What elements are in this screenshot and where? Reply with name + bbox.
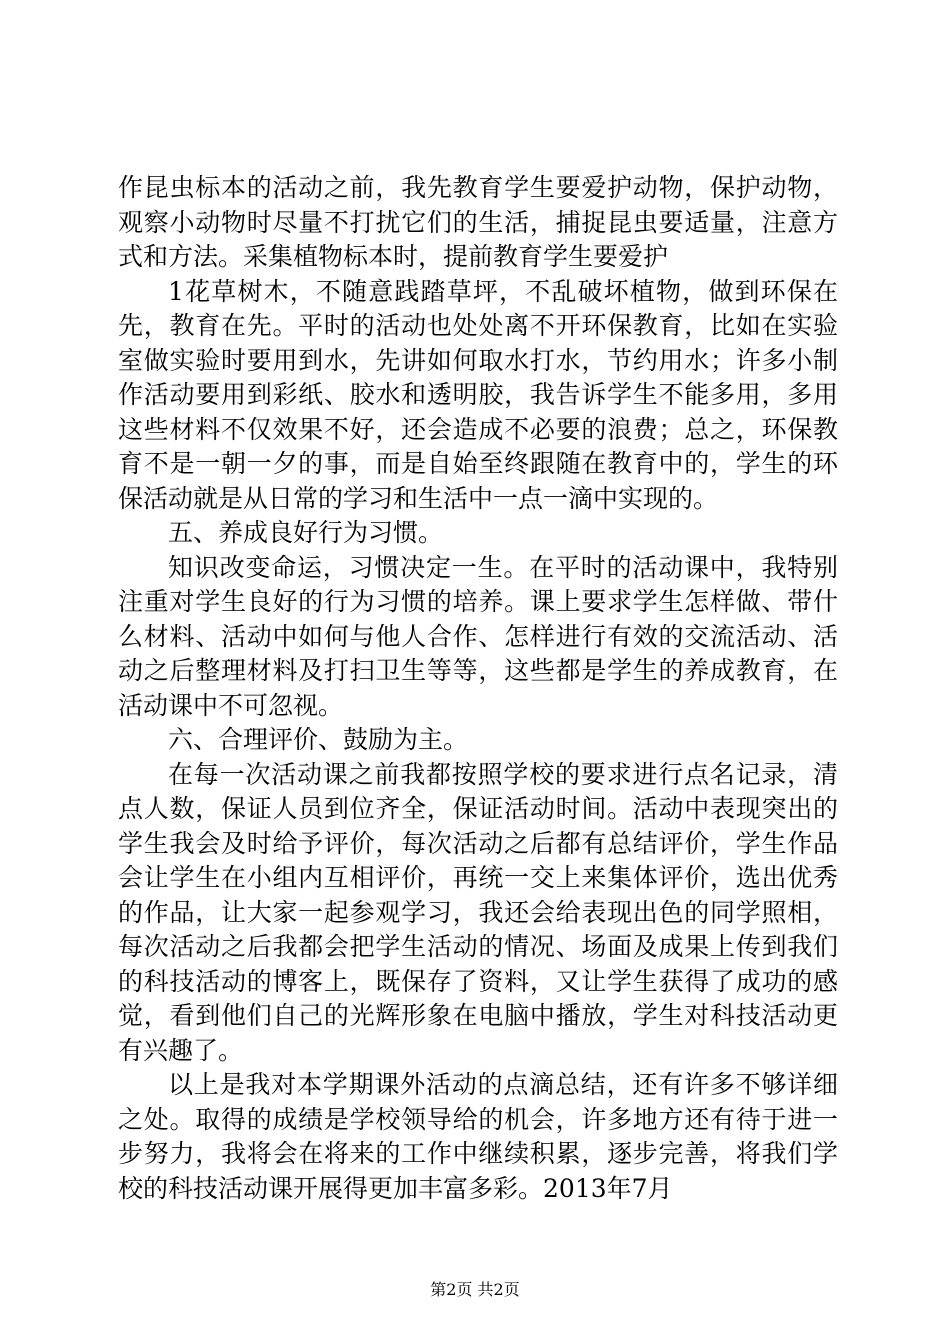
section-heading-6: 六、合理评价、鼓励为主。 — [168, 725, 469, 754]
paragraph-1: 作昆虫标本的活动之前，我先教育学生要爱护动物，保护动物，观察小动物时尽量不打扰它们的生活，捕捉昆虫要适量，注意方式和方法。采集植物标本时，提前教育学生要爱护 — [118, 173, 838, 271]
document-body — [118, 171, 838, 1206]
page-footer — [0, 1280, 950, 1300]
paragraph-4: 在每一次活动课之前我都按照学校的要求进行点名记录，清点人数，保证人员到位齐全，保证活动时间。活动中表现突出的学生我会及时给予评价，每次活动之后都有总结评价，学生作品会让学生在小组内互相评价，再统一交上来集体评价，选出优秀的作品，让大家一起参观学习，我还会给表现出色的同学照相，每次活动之后我都会把学生活动的情况、场面及成果上传到我们的科技活动的博客上，既保存了资料，又让学生获得了成功的感觉，看到他们自己的光辉形象在电脑中播放，学生对科技活动更有兴趣了。 — [118, 759, 838, 1065]
paragraph-3: 知识改变命运，习惯决定一生。在平时的活动课中，我特别注重对学生良好的行为习惯的培养。课上要求学生怎样做、带什么材料、活动中如何与他人合作、怎样进行有效的交流活动、活动之后整理材料及打扫卫生等等，这些都是学生的养成教育，在活动课中不可忽视。 — [118, 552, 838, 720]
paragraph-5: 以上是我对本学期课外活动的点滴总结，还有许多不够详细之处。取得的成绩是学校领导给的机会，许多地方还有待于进一步努力，我将会在将来的工作中继续积累，逐步完善，将我们学校的科技活动课开展得更加丰富多彩。2013年7月 — [118, 1070, 838, 1203]
paragraph-2: 1花草树木，不随意践踏草坪，不乱破坏植物，做到环保在先，教育在先。平时的活动也处处离不开环保教育，比如在实验室做实验时要用到水，先讲如何取水打水，节约用水；许多小制作活动要用到彩纸、胶水和透明胶，我告诉学生不能多用，多用这些材料不仅效果不好，还会造成不必要的浪费；总之，环保教育不是一朝一夕的事，而是自始至终跟随在教育中的，学生的环保活动就是从日常的学习和生活中一点一滴中实现的。 — [118, 276, 838, 513]
section-heading-5: 五、养成良好行为习惯。 — [168, 518, 444, 547]
page-number: 第2页 共2页 — [430, 1280, 520, 1299]
